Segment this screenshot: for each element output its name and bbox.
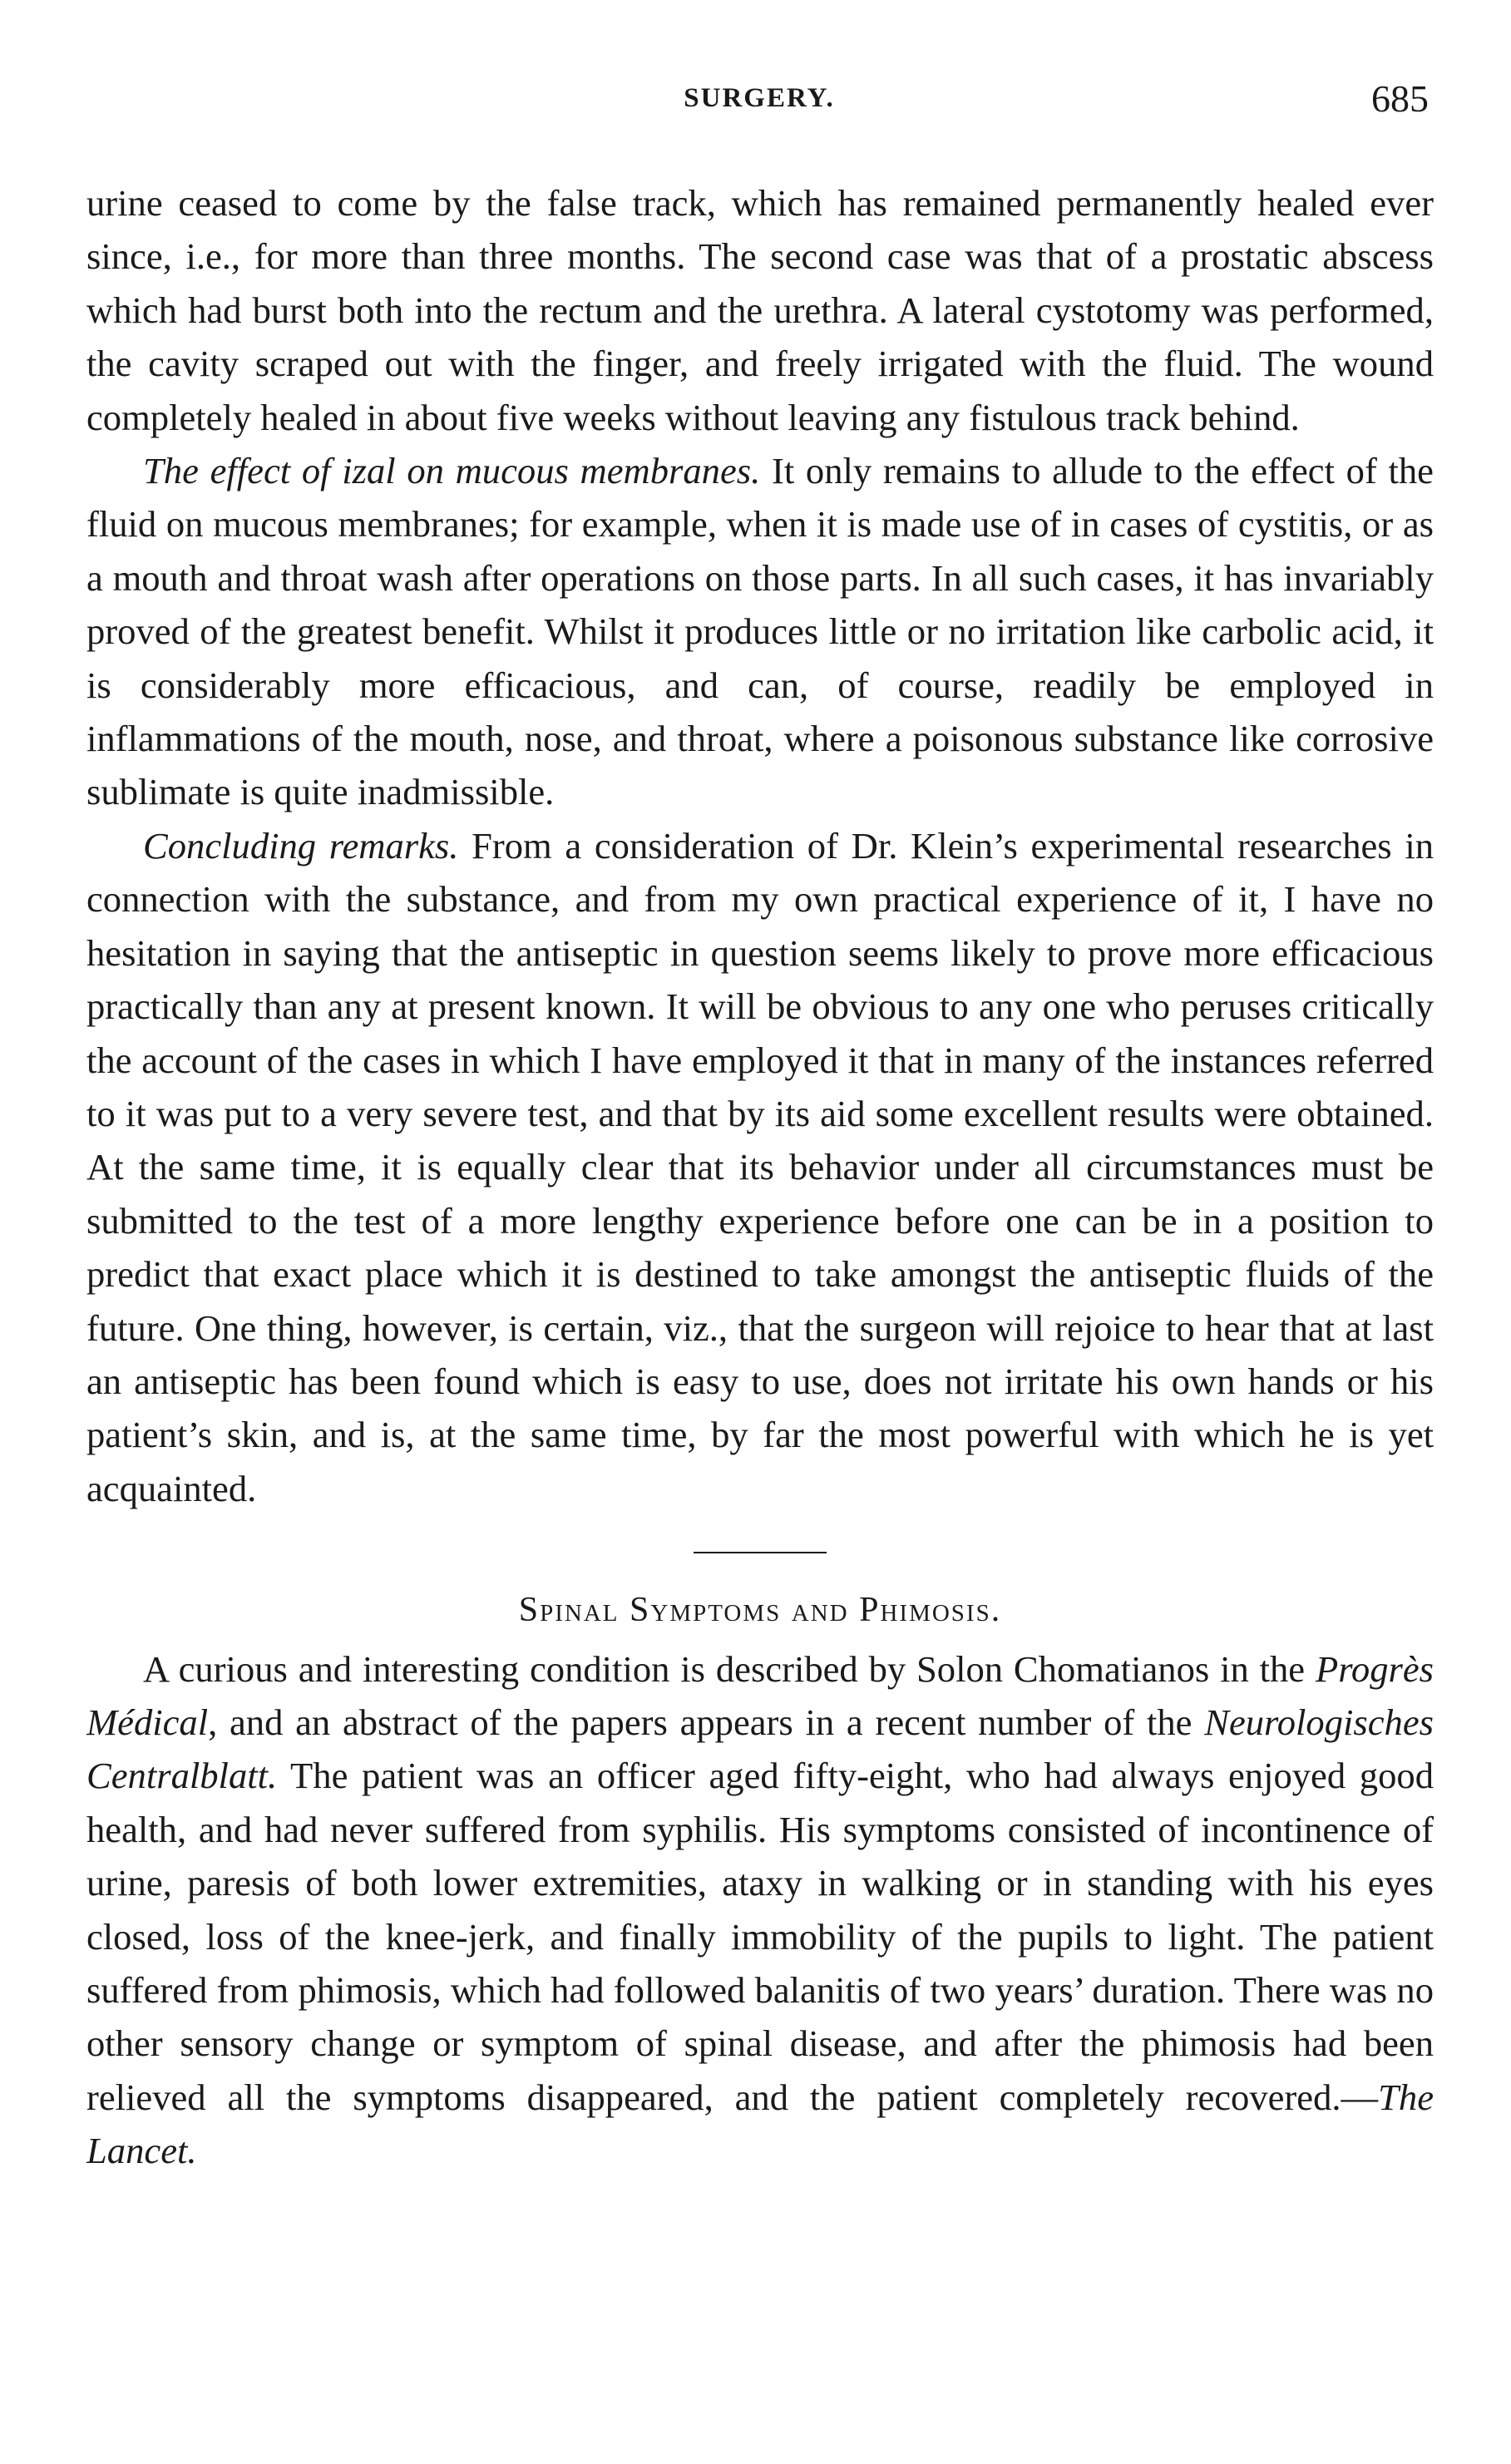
- running-header: [90, 77, 1429, 126]
- section-heading: Spinal Symptoms and Phimosis.: [518, 1591, 1002, 1630]
- journal-title: Progrès Médical: [86, 1647, 1434, 1743]
- paragraph-concluding-remarks: [86, 819, 1434, 1515]
- paragraph-text: It only remains to allude to the effect of the fluid on mucous membranes; for example, when it is made use of in cases of cystitis, or as a mouth and throat wash after operations on those parts. In all such cases, it has invariably proved of the greatest benefit. Whilst it produces little or no irritation like carbolic acid, it is considerably more efficacious, and can, of course, readily be employed in inflammations of the mouth, nose, and throat, where a poisonous substance like corrosive sublimate is quite inadmissible.: [86, 450, 1434, 813]
- paragraph-continuation: [86, 176, 1434, 444]
- paragraph-izal-effect: [86, 444, 1434, 819]
- running-title: SURGERY.: [684, 83, 835, 113]
- section-divider: [694, 1552, 827, 1553]
- paragraph-text: A curious and interesting condition is described by Solon Chomatianos in the: [143, 1647, 1316, 1690]
- paragraph-text: , and an abstract of the papers appears in a recent number of the: [208, 1701, 1205, 1743]
- inline-heading: Concluding remarks.: [143, 824, 459, 867]
- source-citation: The Lancet.: [86, 2076, 1434, 2172]
- paragraph-text: The patient was an officer aged fifty-eight, who had always enjoyed good health, and had never suffered from syphilis. His symptoms consisted of incontinence of urine, paresis of both lower extremities, ataxy in walking or in standing with his eyes closed, loss of the knee-jerk, and finally immobility of the pupils to light. The patient suffered from phimosis, which had followed balanitis of two years’ duration. There was no other sensory change or symptom of spinal disease, and after the phimosis had been relieved all the symptoms disappeared, and the patient completely recovered.—: [86, 1755, 1434, 2118]
- paragraph-text: From a consideration of Dr. Klein’s experimental researches in connection with the substance, and from my own practical experience of it, I have no hesitation in saying that the antiseptic in question seems likely to prove more efficacious practically than any at present known. It will be obvious to any one who peruses critically the account of the cases in which I have employed it that in many of the instances referred to it was put to a very severe test, and that by its aid some excellent results were obtained. At the same time, it is equally clear that its behavior under all circumstances must be submitted to the test of a more lengthy experience before one can be in a position to predict that exact place which it is destined to take amongst the antiseptic fluids of the future. One thing, however, is certain, viz., that the surgeon will rejoice to hear that at last an antiseptic has been found which is easy to use, does not irritate his own hands or his patient’s skin, and is, at the same time, by far the most powerful with which he is yet acquainted.: [86, 824, 1434, 1509]
- paragraph-spinal-symptoms: [86, 1642, 1434, 2178]
- journal-title: Neurologisches Centralblatt.: [86, 1701, 1434, 1797]
- inline-heading: The effect of izal on mucous membranes.: [143, 450, 761, 492]
- page-number: 685: [1371, 77, 1429, 120]
- paragraph-text: urine ceased to come by the false track, which has remained permanently healed ever since, i.e., for more than three months. The second case was that of a prostatic abscess which had burst both into the rectum and the urethra. A lateral cystotomy was performed, the cavity scraped out with the finger, and freely irrigated with the fluid. The wound completely healed in about five weeks without leaving any fistulous track behind.: [86, 182, 1434, 438]
- body-text: [86, 176, 1434, 2178]
